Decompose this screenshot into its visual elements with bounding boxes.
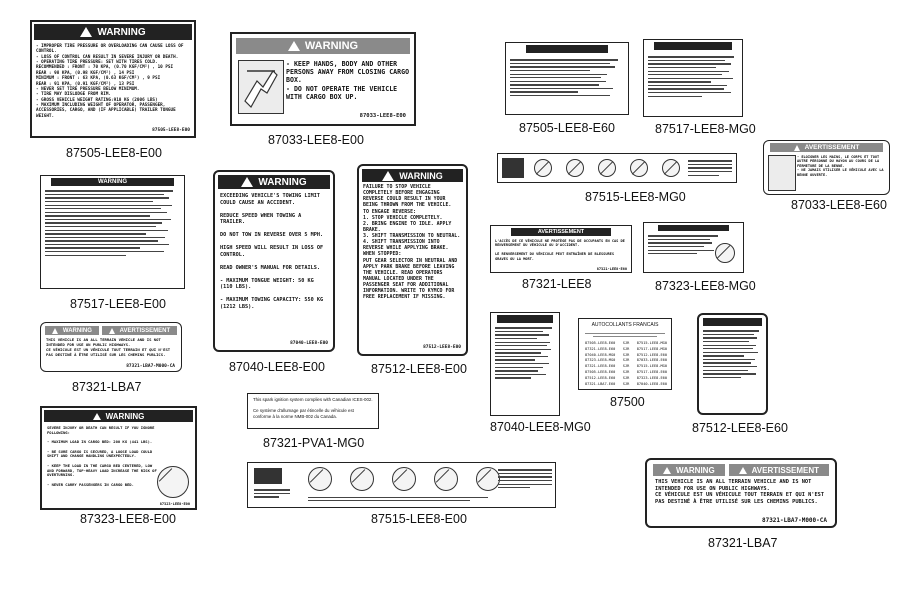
caption-87321-lee8: 87321-LEE8 (522, 277, 592, 291)
autocollants-cell: SJR (622, 375, 630, 380)
caption-87515-lee8-e00: 87515-LEE8-E00 (371, 512, 467, 526)
label-code: 87321-LEE8-E60 (596, 266, 627, 271)
label-body: FAILURE TO STOP VEHICLE COMPLETELY BEFORE ENGAGING REVERSE COULD RESULT IN YOUR BEING THROWN FROM THE VEHICLE. TO ENGAGE REVERSE: 1. STOP VEHICLE COMPLETELY. 2. BRING ENGINE TO IDLE. APPLY BRAKE. 3. SHIFT TRANSMISSION TO NEUTRAL. 4. SHIFT TRANSMISSION INTO REVERSE WHILE APPLYING BRAKE. WHEN STOPPED: PUT GEAR SELECTOR IN NEUTRAL AND APPLY PARK BRAKE BEFORE LEAVING THE VEHICLE. READ OPERATORS MANUAL LOCATED UNDER THE PASSENGER SEAT FOR ADDITIONAL INFORMATION. WRITE TO KYMCO FOR FREE REPLACEMENT IF MISSING. (363, 184, 461, 301)
autocollants-cell: 87033-LEE8-E60 (636, 358, 667, 363)
caption-87040-lee8-e00: 87040-LEE8-E00 (229, 360, 325, 374)
label-87505-lee8-e60 (505, 42, 629, 115)
label-code: 87512-LEE8-E00 (423, 345, 461, 351)
caption-87517-lee8-mg0: 87517-LEE8-MG0 (655, 122, 756, 136)
warning-header: WARNING (218, 175, 330, 189)
autocollants-cell: 87515-LEE8-MG0 (636, 341, 667, 345)
hand-pinch-icon (238, 60, 284, 114)
prohibition-icon (350, 467, 374, 491)
caption-87321-lba7-left: 87321-LBA7 (72, 380, 142, 394)
autocollants-cell: 87517-LEE8-E60 (636, 369, 667, 374)
label-body: - KEEP HANDS, BODY AND OTHER PERSONS AWAY FROM CLOSING CARGO BOX. - DO NOT OPERATE THE VEHICLE WITH CARGO BOX UP. (286, 60, 410, 101)
autocollants-cell: 87321-LEE8-E60 (585, 346, 616, 351)
label-body: THIS VEHICLE IS AN ALL TERRAIN VEHICLE AND IS NOT INTENDED FOR USE ON PUBLIC HIGHWAYS. CE VÉHICULE EST UN VÉHICULE TOUT TERRAIN ET QUI N'EST PAS DESTINÉ À ÊTRE UTILISÉ SUR LES CHEMINS PUBLICS. (46, 337, 171, 357)
label-body: EXCEEDING VEHICLE'S TOWING LIMIT COULD CAUSE AN ACCIDENT. REDUCE SPEED WHEN TOWING A TRAILER. DO NOT TOW IN REVERSE OVER 5 MPH. HIGH SPEED WILL RESULT IN LOSS OF CONTROL. READ OWNER'S MANUAL FOR DETAILS. - MAXIMUM TONGUE WEIGHT: 50 KG (110 LBS). - MAXIMUM TOWING CAPACITY: 550 KG (1212 LBS). (220, 193, 324, 310)
prohibition-icon (715, 243, 735, 263)
avertissement-header (654, 42, 732, 50)
autocollants-cell: 87512-LEE8-E60 (585, 375, 616, 380)
autocollants-cell: 87321-LEE8-E60 (585, 364, 616, 369)
warning-triangle-icon (382, 171, 394, 181)
caption-87512-lee8-e00: 87512-LEE8-E00 (371, 362, 467, 376)
autocollants-cell: SJR (622, 352, 630, 357)
label-code: 87505-LEE8-E00 (152, 128, 190, 134)
autocollants-cell: 87517-LEE8-MG0 (636, 346, 667, 351)
autocollants-cell: SJR (622, 381, 630, 386)
hand-pinch-icon (768, 155, 796, 191)
warning-triangle-icon (109, 328, 115, 334)
warning-triangle-icon (739, 467, 747, 474)
label-code: 87321-LBA7-M000-CA (126, 364, 175, 370)
caption-87323-lee8-e00: 87323-LEE8-E00 (80, 512, 176, 526)
warning-triangle-icon (80, 27, 92, 37)
autocollants-cell: 87512-LEE8-E60 (636, 352, 667, 357)
label-body: - ELOIGNER LES MAINS, LE CORPS ET TOUT AUTRE PERSONNE DU HAYON AU COURS DE LA FERMETURE DE LA BENNE. - NE JAMAIS UTILISER LE VÉHICULE AVEC LA BENNE OUVERTE. (797, 155, 884, 177)
bilingual-header: WARNING AVERTISSEMENT (45, 326, 177, 335)
label-code: 87033-LEE8-E00 (359, 113, 406, 120)
caption-87323-lee8-mg0: 87323-LEE8-MG0 (655, 279, 756, 293)
caption-87033-lee8-e60: 87033-LEE8-E60 (791, 198, 887, 212)
label-code: 87323-LEE8-E00 (159, 501, 190, 506)
warning-header: WARNING (236, 38, 410, 54)
autocollants-cell: 87321-LBA7-E60 (585, 381, 616, 386)
autocollants-cell: SJR (622, 358, 630, 363)
autocollants-cell: 87505-LEE8-E60 (585, 341, 616, 345)
prohibition-icon (598, 159, 616, 177)
label-87517-lee8-mg0 (643, 39, 743, 117)
autocollants-cell: 87323-LEE8-E60 (636, 375, 667, 380)
autocollants-cell: 87505-LEE8-E60 (585, 369, 616, 374)
label-body: SEVERE INJURY OR DEATH CAN RESULT IF YOU IGNORE FOLLOWING: - MAXIMUM LOAD IN CARGO BED: 200 KG (441 LBS). - BE SURE CARGO IS SECURED, A LOOSE LOAD COULD SHIFT AND CHANGE HANDLING UNEXPECTEDLY. - KEEP THE LOAD IN THE CARGO BED CENTERED, LOW AND FORWARD, TOP-HEAVY LOAD INCREASE THE RISK OF OVERTURNING. - NEVER CARRY PASSENGERS IN CARGO BED. (47, 425, 157, 487)
label-87321-lee8 (490, 225, 632, 273)
warning-header: WARNING (362, 169, 463, 182)
autocollants-cell: 87040-LEE8-E60 (636, 381, 667, 386)
prohibition-icon (566, 159, 584, 177)
autocollants-row (585, 382, 667, 388)
caption-87040-lee8-mg0: 87040-LEE8-MG0 (490, 420, 591, 434)
bilingual-header: WARNING AVERTISSEMENT (653, 464, 829, 476)
prohibition-icon (534, 159, 552, 177)
label-87321-lba7-right (645, 458, 837, 528)
label-87323-lee8-mg0 (643, 222, 744, 273)
avertissement-header: AVERTISSEMENT (511, 228, 611, 236)
caption-87321-lba7-right: 87321-LBA7 (708, 536, 778, 550)
autocollants-title: AUTOCOLLANTS FRANCAIS (591, 322, 659, 328)
autocollants-cell: SJR (622, 369, 630, 374)
label-87515-lee8-mg0 (497, 153, 737, 183)
autocollants-cell: 87323-LEE8-MG0 (585, 358, 616, 363)
label-87323-lee8-e00 (40, 406, 197, 510)
label-87512-lee8-e00 (357, 164, 468, 356)
label-body: - IMPROPER TIRE PRESSURE OR OVERLOADING CAN CAUSE LOSS OF CONTROL. - LOSS OF CONTROL CAN RESULT IN SEVERE INJURY OR DEATH. - OPERATING TIRE PRESSURE: SET WITH TIRES COLD. RECOMMENDED : FRONT : 70 KPA, (0.70 KGF/CM²) , 10 PSI REAR : 98 KPA, (0.98 KGF/CM²) , 14 PSI MINIMUM : FRONT : 63 KPA, (0.63 KGF/CM²) , 9 PSI REAR : 91 KPA, (0.91 KGF/CM²) , 13 PSI - NEVER SET TIRE PRESSURE BELOW MINIMUM. - TIRE MAY DISLODGE FROM RIM. - GROSS VEHICLE WEIGHT RATING:910 KG (2006 LBS) - MAXIMUM INCLUDING WEIGHT OF OPERATOR, PASSENGER, ACCESSORIES, CARGO, AND (IF APPLICABLE) TRAILER TONGUE WEIGHT. (36, 44, 184, 119)
warning-triangle-icon (663, 467, 671, 474)
label-87040-lee8-mg0 (490, 312, 560, 416)
autocollants-cell: SJR (622, 364, 630, 369)
label-87517-lee8-e00 (40, 175, 185, 289)
avertissement-header (658, 225, 729, 231)
label-87321-pva1-mg0 (247, 393, 379, 429)
warning-triangle-icon (288, 41, 300, 51)
prohibition-icon (630, 159, 648, 177)
warning-triangle-icon (93, 413, 101, 420)
prohibition-icon (476, 467, 500, 491)
prohibition-icon (308, 467, 332, 491)
label-body: L'ACCÈS DE CE VÉHICULE NE PROTÈGE PAS DE OCCUPANTS EN CAS DE RENVERSEMENT DU VÉHICULE OU D'ACCIDENT. LE RENVERSEMENT DU VÉHICULE PEUT ENTRAÎNER DE BLESSURES GRAVES OU LA MORT. (495, 239, 625, 261)
autocollants-cell: 87040-LEE8-MG0 (585, 352, 616, 357)
caption-87505-lee8-e00: 87505-LEE8-E00 (66, 146, 162, 160)
avertissement-header (497, 315, 553, 323)
no-passenger-in-cargo-icon (157, 466, 189, 498)
warning-triangle-icon (52, 328, 58, 334)
label-87033-lee8-e00 (230, 32, 416, 126)
avertissement-header (703, 318, 762, 326)
avertissement-header: AVERTISSEMENT (770, 143, 883, 152)
warning-header: WARNING (44, 410, 193, 422)
caption-87505-lee8-e60: 87505-LEE8-E60 (519, 121, 615, 135)
label-87515-lee8-e00 (247, 462, 556, 508)
label-87040-lee8-e00 (213, 170, 335, 352)
label-body: THIS VEHICLE IS AN ALL TERRAIN VEHICLE AND IS NOT INTENDED FOR USE ON PUBLIC HIGHWAYS. CE VÉHICULE EST UN VÉHICULE TOUT TERRAIN ET QUI N'EST PAS DESTINÉ À ÊTRE UTILISÉ SUR LES CHEMINS PUBLICS. (655, 479, 825, 505)
label-87033-lee8-e60 (763, 140, 890, 195)
warning-header: WARNING (51, 178, 174, 186)
caption-87321-pva1-mg0: 87321-PVA1-MG0 (263, 436, 365, 450)
autocollants-cell: 87515-LEE8-MG0 (636, 364, 667, 369)
caption-87517-lee8-e00: 87517-LEE8-E00 (70, 297, 166, 311)
warning-header: WARNING (34, 24, 192, 40)
caption-87033-lee8-e00: 87033-LEE8-E00 (268, 133, 364, 147)
autocollants-table (585, 341, 667, 387)
label-87512-lee8-e60 (697, 313, 768, 415)
autocollants-cell: SJR (622, 346, 630, 351)
label-code: 87040-LEE8-E00 (290, 341, 328, 347)
label-87505-lee8-e00 (30, 20, 196, 138)
label-87500 (578, 318, 672, 390)
autocollants-cell: SJR (622, 341, 630, 345)
caption-87512-lee8-e60: 87512-LEE8-E60 (692, 421, 788, 435)
label-body: This spark ignition system complies with Canadian ICES-002. Ce système d'allumage par étincelle du véhicule est conforme à la norme NMB-002 du Canada. (253, 397, 373, 419)
prohibition-icon (434, 467, 458, 491)
warning-triangle-icon (241, 177, 253, 187)
prohibition-icon (392, 467, 416, 491)
label-87321-lba7-left (40, 322, 182, 372)
prohibition-icon (662, 159, 680, 177)
avertissement-header (526, 45, 608, 53)
label-code: 87321-LBA7-M000-CA (761, 516, 827, 524)
caption-87515-lee8-mg0: 87515-LEE8-MG0 (585, 190, 686, 204)
warning-triangle-icon (794, 145, 800, 151)
caption-87500: 87500 (610, 395, 645, 409)
